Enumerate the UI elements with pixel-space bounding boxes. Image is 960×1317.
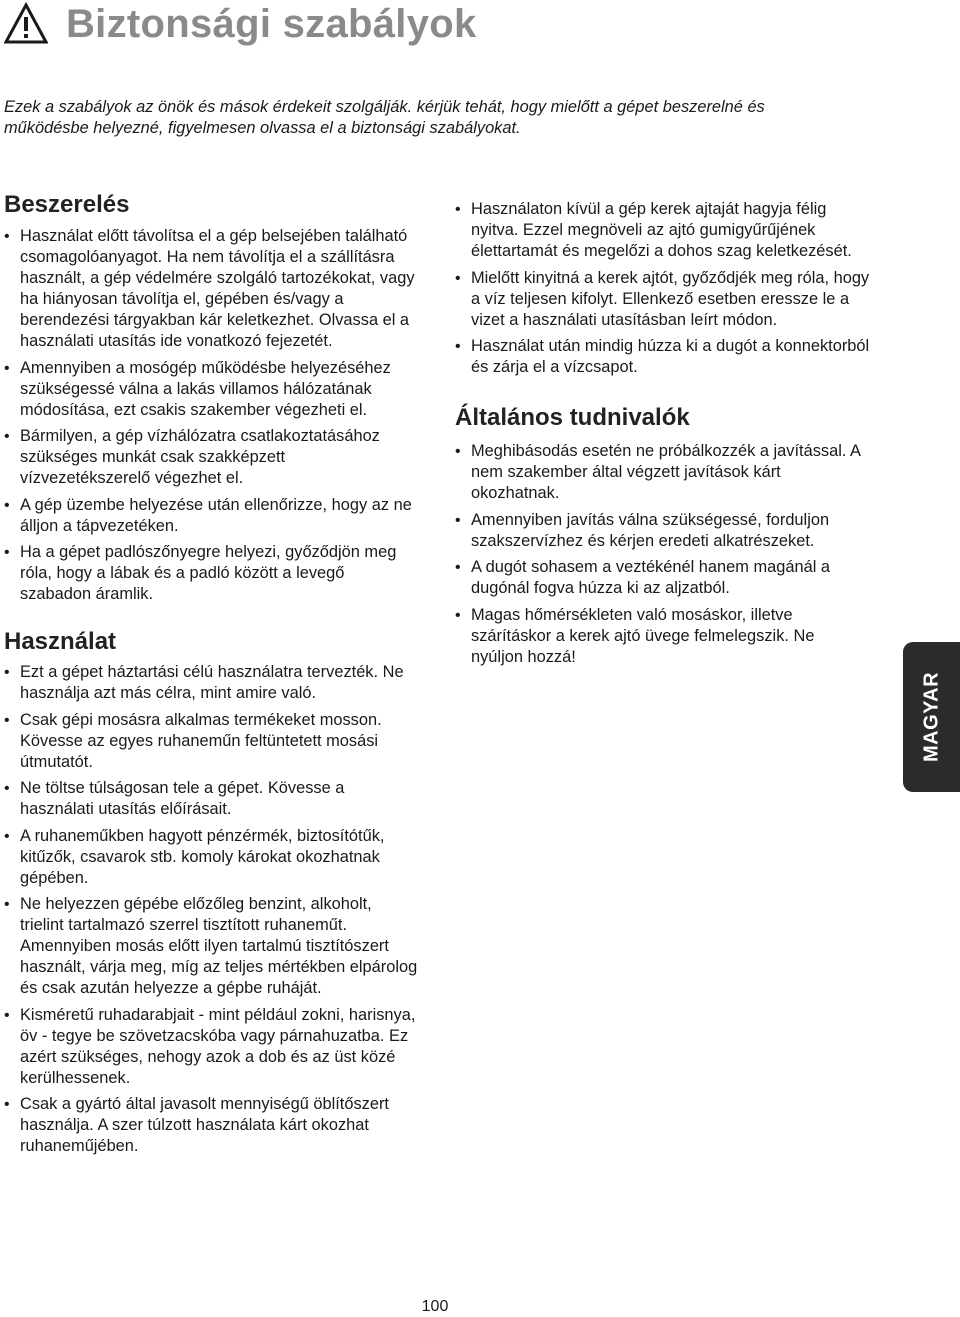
section-heading-general: Általános tudnivalók: [455, 404, 690, 431]
list-item: • Ezt a gépet háztartási célú használatra tervezték. Ne használja azt más célra, mint amire való.: [4, 662, 419, 704]
list-item: • A ruhaneműkben hagyott pénzérmék, biztosítótűk, kitűzők, csavarok stb. komoly károkat okozhatnak gépében.: [4, 826, 419, 889]
list-item: • Magas hőmérsékleten való mosáskor, illetve szárításkor a kerek ajtó üvege felmelegszik. Ne nyúljon hozzá!: [455, 605, 870, 668]
left-column: [4, 190, 419, 1163]
list-item: • Amennyiben a mosógép működésbe helyezéséhez szükségessé válna a lakás villamos hálózatának módosítása, ezt csakis szakember végezheti el.: [4, 358, 419, 421]
list-item: • A gép üzembe helyezése után ellenőrizze, hogy az ne álljon a tápvezetéken.: [4, 495, 419, 537]
list-item: • Ne töltse túlságosan tele a gépet. Kövesse a használati utasítás előírásait.: [4, 778, 419, 820]
language-tab: [903, 642, 960, 792]
list-item: • Csak a gyártó által javasolt mennyiségű öblítőszert használja. A szer túlzott használata kárt okozhat ruhaneműjében.: [4, 1094, 419, 1157]
list-item: • Mielőtt kinyitná a kerek ajtót, győződjék meg róla, hogy a víz teljesen kifolyt. Ellenkező esetben eressze le a vizet a használati utasításban leírt módon.: [455, 268, 870, 331]
list-item: • Amennyiben javítás válna szükségessé, forduljon szakszervízhez és kérjen eredeti alkatrészeket.: [455, 510, 870, 552]
section-heading-usage: Használat: [4, 628, 117, 655]
general-list: [455, 441, 870, 668]
language-label: MAGYAR: [920, 671, 942, 763]
list-item: • Meghibásodás esetén ne próbálkozzék a javítással. A nem szakember által végzett javítások kárt okozhatnak.: [455, 441, 870, 504]
list-item: • Ne helyezzen gépébe előzőleg benzint, alkoholt, trielint tartalmazó szerrel tisztított ruhaneműt. Amennyiben mosás előtt ilyen tartalmú tisztítószert használt, várja meg, míg az teljes mértékben elpárolog és csak azután helyezze a gépbe ruháját.: [4, 894, 419, 999]
list-item: • Használat előtt távolítsa el a gép belsejében található csomagolóanyagot. Ha nem távolítja el a szállításra használt, a gép védelmére szolgáló tartozékokat, vagy ha hiányosan távolítja el, gépében és/vagy a berendezési tárgyakban kár keletkezhet. Olvassa el a használati utasítás ide vonatkozó fejezetét.: [4, 226, 419, 352]
list-item: • A dugót sohasem a veztékénél hanem magánál a dugónál fogva húzza ki az aljzatból.: [455, 557, 870, 599]
list-item: • Bármilyen, a gép vízhálózatra csatlakoztatásához szükséges munkát csak szakképzett vízvezetékszerelő végezhet el.: [4, 426, 419, 489]
installation-list: [4, 226, 419, 605]
list-item: • Használaton kívül a gép kerek ajtaját hagyja félig nyitva. Ezzel megnöveli az ajtó gumigyűrűjének élettartamát és megelőzi a dohos szag keletkezését.: [455, 199, 870, 262]
usage-list: [4, 662, 419, 1157]
list-item: • Csak gépi mosásra alkalmas termékeket mosson. Kövesse az egyes ruhaneműn feltüntetett mosási útmutatót.: [4, 710, 419, 773]
list-item: • Kisméretű ruhadarabjait - mint például zokni, harisnya, öv - tegye be szövetzacskóba vagy párnahuzatba. Ez azért szükséges, nehogy azok a dob és az üst közé kerülhessenek.: [4, 1005, 419, 1089]
usage-continued-list: [455, 199, 870, 378]
intro-paragraph: Ezek a szabályok az önök és mások érdekeit szolgálják. kérjük tehát, hogy mielőtt a gépet beszerelné és működésbe helyezné, figyelmesen olvassa el a biztonsági szabályokat.: [4, 98, 765, 137]
section-heading-installation: Beszerelés: [4, 191, 130, 218]
page-header: [4, 2, 477, 46]
page-number: 100: [421, 1298, 449, 1315]
warning-triangle-icon: [4, 2, 48, 46]
list-item: • Ha a gépet padlószőnyegre helyezi, győződjön meg róla, hogy a lábak és a padló között a levegő szabadon áramlik.: [4, 542, 419, 605]
list-item: • Használat után mindig húzza ki a dugót a konnektorból és zárja el a vízcsapot.: [455, 336, 870, 378]
page-title: Biztonsági szabályok: [66, 2, 477, 46]
right-column: [455, 199, 870, 673]
